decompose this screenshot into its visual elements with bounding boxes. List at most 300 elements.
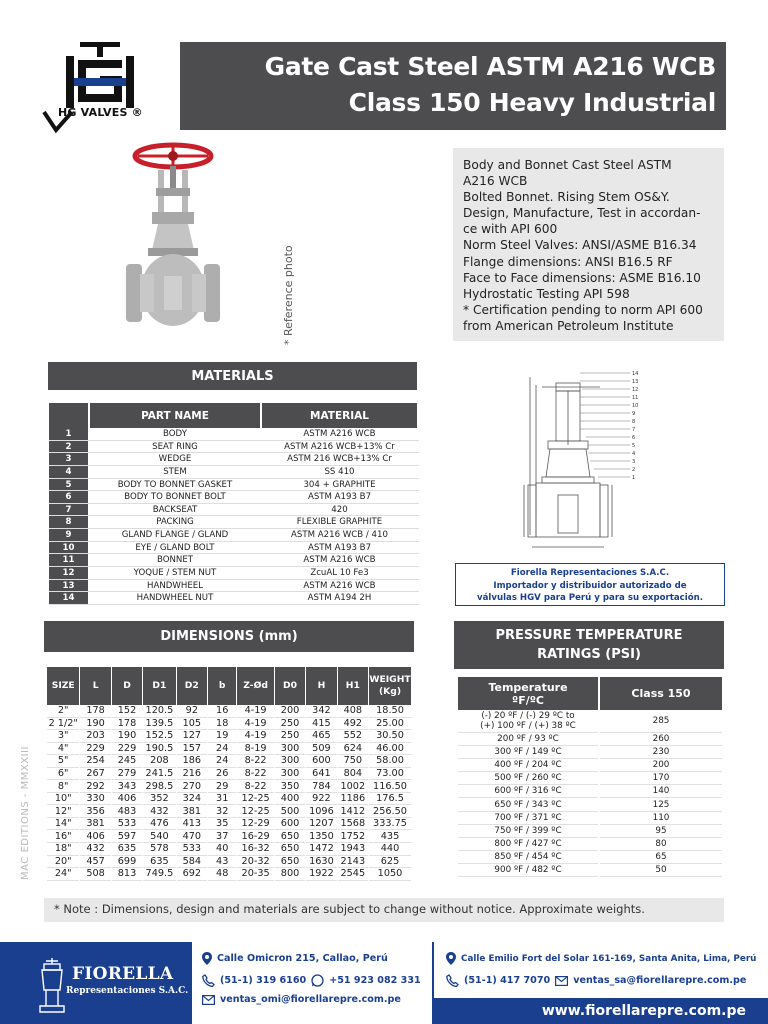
row-number: 13 <box>49 580 88 592</box>
material-name: ASTM A193 B7 <box>307 542 372 553</box>
dimension-cell: 6" <box>47 768 79 781</box>
temperature-header <box>458 677 598 710</box>
dimensions-table-header <box>47 667 411 705</box>
dimension-cell: 12-25 <box>237 793 273 806</box>
materials-row <box>49 479 419 492</box>
dimension-cell: 24" <box>47 868 79 881</box>
dimension-column-header: H1 <box>338 667 368 705</box>
dimension-cell: 46.00 <box>369 743 411 756</box>
svg-text:7: 7 <box>632 427 636 433</box>
dimension-cell: 600 <box>306 755 336 768</box>
row-number: 4 <box>49 466 88 478</box>
dimension-cell: 1186 <box>338 793 368 806</box>
dimension-cell: 105 <box>177 718 207 731</box>
dimension-cell: 250 <box>275 718 305 731</box>
dimension-cell: 1568 <box>338 818 368 831</box>
dimension-cell: 254 <box>80 755 110 768</box>
dimension-row <box>47 705 411 718</box>
part-name: BONNET <box>156 555 194 566</box>
row-number: 5 <box>49 479 88 491</box>
materials-row <box>49 453 419 466</box>
row-number: 2 <box>49 441 88 453</box>
dimension-cell: 186 <box>177 755 207 768</box>
dimension-cell: 4" <box>47 743 79 756</box>
dimension-cell: 8-22 <box>237 780 273 793</box>
distributor-notice <box>455 563 725 606</box>
dimension-row <box>47 843 411 856</box>
side-watermark: MAC EDITIONS - MMXXIII <box>20 746 31 880</box>
dimension-cell: 2143 <box>338 856 368 869</box>
dimension-cell: 1096 <box>306 805 336 818</box>
dimension-cell: 1412 <box>338 805 368 818</box>
temperature-line-2: (+) 100 ºF / (+) 38 ºC <box>480 721 576 731</box>
material-name: ASTM A216 WCB <box>303 580 376 591</box>
dimensions-table <box>46 667 412 881</box>
address-santa-anita <box>446 952 756 965</box>
pressure-row <box>458 746 722 759</box>
material-header: MATERIAL <box>262 403 417 428</box>
pressure-value-cell: 200 <box>600 759 722 772</box>
material-name: ASTM A216 WCB / 410 <box>291 530 388 541</box>
hg-valves-logo <box>38 38 158 136</box>
dimension-column-header: L <box>80 667 110 705</box>
dimension-cell: 1752 <box>338 830 368 843</box>
dimensions-header: DIMENSIONS (mm) <box>44 621 414 652</box>
dimension-cell: 749.5 <box>143 868 175 881</box>
dimension-row <box>47 856 411 869</box>
temperature-header-line-2: ºF/ºC <box>511 693 544 707</box>
dimension-cell: 16" <box>47 830 79 843</box>
svg-text:9: 9 <box>632 411 636 417</box>
pressure-row <box>458 710 722 733</box>
dimension-cell: 1922 <box>306 868 336 881</box>
part-name: BACKSEAT <box>152 504 198 515</box>
material-name: ASTM A216 WCB <box>303 429 376 439</box>
website-link[interactable]: www.fiorellarepre.com.pe <box>434 998 768 1024</box>
dimension-column-header: Z-Ød <box>237 667 273 705</box>
pressure-value-cell: 170 <box>600 772 722 785</box>
dimension-cell: 324 <box>177 793 207 806</box>
pressure-row <box>458 838 722 851</box>
dimension-cell: 190.5 <box>143 743 175 756</box>
dimension-cell: 30.50 <box>369 730 411 743</box>
material-name: ZcuAL 10 Fe3 <box>310 568 369 579</box>
dimension-cell: 624 <box>338 743 368 756</box>
dimension-cell: 415 <box>306 718 336 731</box>
pressure-value-cell: 140 <box>600 785 722 798</box>
dimension-cell: 533 <box>112 818 142 831</box>
material-name: SS 410 <box>324 466 355 477</box>
dimension-cell: 2545 <box>338 868 368 881</box>
phones-callao <box>202 974 421 987</box>
pressure-row <box>458 772 722 785</box>
dimension-cell: 470 <box>177 830 207 843</box>
dimension-cell: 533 <box>177 843 207 856</box>
dimension-cell: 12-29 <box>237 818 273 831</box>
dimension-cell: 298.5 <box>143 780 175 793</box>
dimension-cell: 784 <box>306 780 336 793</box>
dimension-cell: 20-32 <box>237 856 273 869</box>
dimension-cell: 492 <box>338 718 368 731</box>
dimension-cell: 692 <box>177 868 207 881</box>
company-subtitle: Representaciones S.A.C. <box>66 986 189 996</box>
dimension-cell: 25.00 <box>369 718 411 731</box>
dimension-cell: 176.5 <box>369 793 411 806</box>
dimension-cell: 552 <box>338 730 368 743</box>
pressure-ratings-header <box>454 621 724 669</box>
dimension-cell: 625 <box>369 856 411 869</box>
dimension-cell: 584 <box>177 856 207 869</box>
dimension-cell: 48 <box>208 868 236 881</box>
dimension-cell: 597 <box>112 830 142 843</box>
spec-line: Design, Manufacture, Test in accordan- <box>463 206 701 221</box>
dimension-cell: 300 <box>275 755 305 768</box>
dimension-cell: 20-35 <box>237 868 273 881</box>
materials-row <box>49 491 419 504</box>
dimension-cell: 35 <box>208 818 236 831</box>
dimension-cell: 31 <box>208 793 236 806</box>
part-name: YOQUE / STEM NUT <box>133 568 217 579</box>
dimension-cell: 245 <box>112 755 142 768</box>
materials-row <box>49 529 419 542</box>
part-name: HANDWHEEL NUT <box>136 593 214 604</box>
email-santa-anita[interactable]: ventas_sa@fiorellarepre.com.pe <box>573 975 747 986</box>
valve-photo <box>118 140 228 340</box>
dimension-row <box>47 818 411 831</box>
dimension-cell: 635 <box>143 856 175 869</box>
dimension-cell: 24 <box>208 755 236 768</box>
part-name: GLAND FLANGE / GLAND <box>121 530 229 541</box>
temperature-cell: 200 ºF / 93 ºC <box>458 733 598 746</box>
footer-office-santa-anita <box>434 942 768 998</box>
materials-row <box>49 504 419 517</box>
dimension-cell: 14" <box>47 818 79 831</box>
dimension-cell: 635 <box>112 843 142 856</box>
dimension-cell: 29 <box>208 780 236 793</box>
temperature-cell <box>458 710 598 733</box>
spec-line: from American Petroleum Institute <box>463 318 674 333</box>
dimension-cell: 508 <box>80 868 110 881</box>
dimension-cell: 18" <box>47 843 79 856</box>
dimension-cell: 241.5 <box>143 768 175 781</box>
svg-text:3: 3 <box>632 459 636 465</box>
dimension-cell: 1630 <box>306 856 336 869</box>
dimension-cell: 300 <box>275 768 305 781</box>
address-callao <box>202 952 388 965</box>
dimension-cell: 813 <box>112 868 142 881</box>
dimension-cell: 650 <box>275 843 305 856</box>
material-name: ASTM 216 WCB+13% Cr <box>287 454 392 465</box>
row-number: 9 <box>49 529 88 541</box>
logo-text: HG VALVES ® <box>58 106 143 119</box>
dimension-cell: 16-32 <box>237 843 273 856</box>
title-banner <box>180 42 726 130</box>
dimension-cell: 578 <box>143 843 175 856</box>
temperature-line-1: (-) 20 ºF / (-) 29 ºC to <box>481 711 575 721</box>
dimension-cell: 800 <box>275 868 305 881</box>
dimension-cell: 40 <box>208 843 236 856</box>
dimension-cell: 270 <box>177 780 207 793</box>
envelope-icon <box>555 976 568 986</box>
dimension-cell: 178 <box>112 718 142 731</box>
spec-line: Face to Face dimensions: ASME B16.10 <box>463 270 701 285</box>
phone-santa-anita[interactable]: (51-1) 417 7070 <box>464 975 551 986</box>
dimension-cell: 333.75 <box>369 818 411 831</box>
dimension-cell: 12" <box>47 805 79 818</box>
dimension-cell: 1350 <box>306 830 336 843</box>
materials-row <box>49 592 419 605</box>
temperature-cell: 850 ºF / 454 ºC <box>458 851 598 864</box>
dimension-cell: 432 <box>143 805 175 818</box>
part-name: STEM <box>163 466 187 477</box>
dimension-cell: 18.50 <box>369 705 411 718</box>
temperature-cell: 650 ºF / 343 ºC <box>458 798 598 811</box>
pressure-value-cell: 50 <box>600 864 722 877</box>
dimensions-table-body <box>47 705 411 881</box>
distributor-line-3: válvulas HGV para Perú y para su exportación. <box>477 593 703 603</box>
dimension-cell: 8-22 <box>237 755 273 768</box>
svg-text:8: 8 <box>632 419 636 425</box>
whatsapp-icon <box>311 974 324 987</box>
dimension-cell: 120.5 <box>143 705 175 718</box>
dimension-cell: 406 <box>112 793 142 806</box>
dimension-row <box>47 805 411 818</box>
spec-line: A216 WCB <box>463 174 528 189</box>
dimension-cell: 476 <box>143 818 175 831</box>
materials-rows <box>49 428 419 605</box>
distributor-line-1: Fiorella Representaciones S.A.C. <box>510 568 670 578</box>
envelope-icon <box>202 995 215 1005</box>
fiorella-emblem-icon <box>38 956 66 1014</box>
spec-line: Flange dimensions: ANSI B16.5 RF <box>463 254 673 269</box>
reference-photo-caption: * Reference photo <box>282 245 295 345</box>
material-name: ASTM A216 WCB+13% Cr <box>284 441 395 452</box>
temperature-cell: 500 ºF / 260 ºC <box>458 772 598 785</box>
dimension-cell: 300 <box>275 743 305 756</box>
pressure-row <box>458 759 722 772</box>
dimension-cell: 4-19 <box>237 730 273 743</box>
material-name: ASTM A193 B7 <box>307 492 372 503</box>
svg-text:14: 14 <box>632 371 639 377</box>
location-pin-icon <box>446 952 456 965</box>
dimension-cell: 343 <box>112 780 142 793</box>
temperature-cell: 900 ºF / 482 ºC <box>458 864 598 877</box>
dimension-cell: 292 <box>80 780 110 793</box>
row-number: 6 <box>49 491 88 503</box>
temperature-cell: 400 ºF / 204 ºC <box>458 759 598 772</box>
dimension-cell: 804 <box>338 768 368 781</box>
svg-text:5: 5 <box>632 443 636 449</box>
dimension-cell: 19 <box>208 730 236 743</box>
pressure-row <box>458 785 722 798</box>
email-callao <box>202 994 401 1005</box>
spec-line: Bolted Bonnet. Rising Stem OS&Y. <box>463 190 670 205</box>
dimension-cell: 465 <box>306 730 336 743</box>
dimension-cell: 26 <box>208 768 236 781</box>
dimension-cell: 10" <box>47 793 79 806</box>
phone-callao[interactable]: (51-1) 319 6160 <box>220 975 307 986</box>
svg-text:10: 10 <box>632 403 639 409</box>
dimension-cell: 229 <box>80 743 110 756</box>
dimension-cell: 178 <box>80 705 110 718</box>
dimension-cell: 356 <box>80 805 110 818</box>
dimension-cell: 157 <box>177 743 207 756</box>
pressure-value-cell: 65 <box>600 851 722 864</box>
materials-row <box>49 567 419 580</box>
spec-line: * Certification pending to norm API 600 <box>463 302 703 317</box>
dimension-cell: 650 <box>275 856 305 869</box>
pressure-title-line-1: PRESSURE TEMPERATURE <box>495 628 683 643</box>
email-callao-text[interactable]: ventas_omi@fiorellarepre.com.pe <box>220 994 401 1005</box>
dimension-cell: 457 <box>80 856 110 869</box>
dimension-cell: 16-29 <box>237 830 273 843</box>
dimension-cell: 435 <box>369 830 411 843</box>
dimension-cell: 600 <box>275 818 305 831</box>
pressure-value-cell: 80 <box>600 838 722 851</box>
spec-line: Hydrostatic Testing API 598 <box>463 286 630 301</box>
part-name: PACKING <box>156 517 194 528</box>
material-name: FLEXIBLE GRAPHITE <box>296 517 383 528</box>
valve-cross-section-diagram <box>520 365 660 555</box>
svg-text:4: 4 <box>632 451 636 457</box>
dimension-cell: 432 <box>80 843 110 856</box>
pressure-value-cell: 285 <box>600 710 722 733</box>
dimension-cell: 540 <box>143 830 175 843</box>
dimension-column-header: D <box>112 667 142 705</box>
materials-row <box>49 516 419 529</box>
dimension-cell: 922 <box>306 793 336 806</box>
row-number: 8 <box>49 516 88 528</box>
dimension-cell: 483 <box>112 805 142 818</box>
dimension-cell: 203 <box>80 730 110 743</box>
dimension-cell: 73.00 <box>369 768 411 781</box>
svg-text:2: 2 <box>632 467 636 473</box>
dimension-cell: 127 <box>177 730 207 743</box>
dimension-row <box>47 743 411 756</box>
pressure-value-cell: 95 <box>600 825 722 838</box>
dimension-cell: 92 <box>177 705 207 718</box>
row-number: 10 <box>49 542 88 554</box>
dimension-cell: 20" <box>47 856 79 869</box>
dimension-cell: 208 <box>143 755 175 768</box>
dimension-row <box>47 718 411 731</box>
materials-table <box>49 403 419 605</box>
whatsapp-number[interactable]: +51 923 082 331 <box>329 975 421 986</box>
dimension-cell: 12-25 <box>237 805 273 818</box>
dimension-cell: 330 <box>80 793 110 806</box>
svg-text:11: 11 <box>632 395 639 401</box>
svg-text:6: 6 <box>632 435 636 441</box>
row-number: 7 <box>49 504 88 516</box>
specifications-box <box>453 148 724 341</box>
dimension-cell: 1943 <box>338 843 368 856</box>
dimension-cell: 37 <box>208 830 236 843</box>
row-number: 3 <box>49 453 88 465</box>
pressure-row <box>458 825 722 838</box>
dimension-cell: 190 <box>80 718 110 731</box>
dimension-cell: 229 <box>112 743 142 756</box>
pressure-ratings-body <box>458 710 722 877</box>
dimension-row <box>47 830 411 843</box>
dimension-cell: 4-19 <box>237 718 273 731</box>
part-name: WEDGE <box>158 454 192 465</box>
materials-row <box>49 554 419 567</box>
dimension-row <box>47 755 411 768</box>
dimension-cell: 8-22 <box>237 768 273 781</box>
part-name: SEAT RING <box>152 441 198 452</box>
temperature-cell: 600 ºF / 316 ºC <box>458 785 598 798</box>
dimension-row <box>47 793 411 806</box>
part-name: BODY <box>163 429 187 439</box>
dimension-cell: 750 <box>338 755 368 768</box>
dimension-cell: 1002 <box>338 780 368 793</box>
dimension-cell: 406 <box>80 830 110 843</box>
pressure-row <box>458 733 722 746</box>
dimension-cell: 18 <box>208 718 236 731</box>
dimension-cell: 152.5 <box>143 730 175 743</box>
dimension-column-header: WEIGHT (Kg) <box>369 667 411 705</box>
pressure-title-line-2: RATINGS (PSI) <box>537 647 641 662</box>
dimension-cell: 500 <box>275 805 305 818</box>
footer-office-callao <box>192 942 432 1024</box>
part-name: BODY TO BONNET GASKET <box>117 479 233 490</box>
pressure-row <box>458 812 722 825</box>
part-name-header: PART NAME <box>90 403 260 428</box>
temperature-cell: 300 ºF / 149 ºC <box>458 746 598 759</box>
dimension-cell: 381 <box>177 805 207 818</box>
footer-company-panel <box>0 942 190 1024</box>
dimension-cell: 2" <box>47 705 79 718</box>
material-name: ASTM A194 2H <box>307 593 372 604</box>
dimension-cell: 116.50 <box>369 780 411 793</box>
spec-line: Norm Steel Valves: ANSI/ASME B16.34 <box>463 238 697 253</box>
dimension-cell: 24 <box>208 743 236 756</box>
spec-line: ce with API 600 <box>463 222 558 237</box>
dimension-cell: 381 <box>80 818 110 831</box>
dimension-cell: 190 <box>112 730 142 743</box>
row-number: 11 <box>49 554 88 566</box>
svg-text:12: 12 <box>632 387 639 393</box>
dimension-cell: 342 <box>306 705 336 718</box>
dimension-cell: 8" <box>47 780 79 793</box>
dimension-cell: 256.50 <box>369 805 411 818</box>
class-150-header: Class 150 <box>600 677 722 710</box>
dimension-cell: 413 <box>177 818 207 831</box>
dimension-cell: 32 <box>208 805 236 818</box>
dimension-cell: 440 <box>369 843 411 856</box>
row-number: 14 <box>49 592 88 604</box>
temperature-cell: 750 ºF / 399 ºC <box>458 825 598 838</box>
location-pin-icon <box>202 952 212 965</box>
pressure-value-cell: 110 <box>600 812 722 825</box>
svg-text:13: 13 <box>632 379 639 385</box>
dimension-column-header: SIZE <box>47 667 79 705</box>
material-name: 304 + GRAPHITE <box>303 479 376 490</box>
dimension-column-header: D1 <box>143 667 175 705</box>
dimension-column-header: b <box>208 667 236 705</box>
dimension-cell: 152 <box>112 705 142 718</box>
dimension-cell: 8-19 <box>237 743 273 756</box>
materials-row <box>49 428 419 441</box>
dimension-column-header: H <box>306 667 336 705</box>
dimension-cell: 3" <box>47 730 79 743</box>
dimension-column-header: D0 <box>275 667 305 705</box>
phone-icon <box>446 974 459 987</box>
title-line-1: Gate Cast Steel ASTM A216 WCB <box>264 52 716 81</box>
footer <box>0 942 768 1024</box>
dimension-cell: 699 <box>112 856 142 869</box>
pressure-value-cell: 260 <box>600 733 722 746</box>
